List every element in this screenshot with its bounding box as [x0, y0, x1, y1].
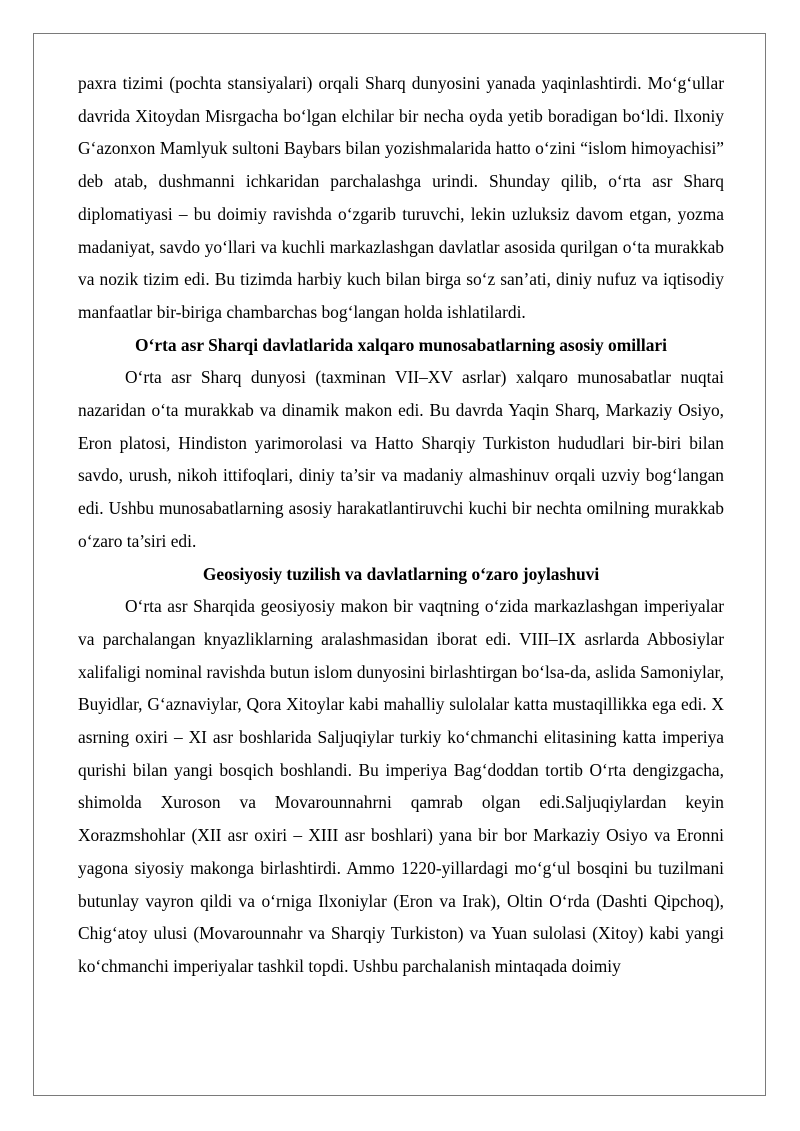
paragraph-intro: O‘rta asr Sharq dunyosi (taxminan VII–XV asrlar) xalqaro munosabatlar nuqtai nazaridan o‘ta murakkab va dinamik makon edi. Bu davrda Yaqin Sharq, Markaziy Osiyo, Eron platosi, Hindiston yarimorolasi va Hatto Sharqiy Turkiston hududlari bir-biri bilan savdo, urush, nikoh ittifoqlari, diniy ta’sir va madaniy almashinuv orqali uzviy bog‘langan edi. Ushbu munosabatlarning asosiy harakatlantiruvchi kuchi bir nechta omilning murakkab o‘zaro ta’siri edi.	[78, 367, 724, 551]
paragraph-geopolitics: O‘rta asr Sharqida geosiyosiy makon bir vaqtning o‘zida markazlashgan imperiyalar va parchalangan knyazliklarning aralashmasidan iborat edi. VIII–IX asrlarda Abbosiylar xalifaligi nominal ravishda butun islom dunyosini birlashtirgan bo‘lsa-da, aslida Samoniylar, Buyidlar, G‘aznaviylar, Qora Xitoylar kabi mahalliy sulolalar katta mustaqillikka ega edi. X asrning oxiri – XI asr boshlarida Saljuqiylar turkiy ko‘chmanchi elitasining katta imperiya qurishi bilan yangi bosqich boshlandi. Bu imperiya Bag‘doddan tortib O‘rta dengizgacha, shimolda Xuroson va Movarounnahrni qamrab olgan edi.Saljuqiylardan keyin Xorazmshohlar (XII asr oxiri – XIII asr boshlari) yana bir bor Markaziy Osiyo va Eronni yagona siyosiy makonga birlashtirdi. Ammo 1220-yillardagi mo‘g‘ul bosqini bu tuzilmani butunlay vayron qildi va o‘rniga Ilxoniylar (Eron va Irak), Oltin O‘rda (Dashti Qipchoq), Chig‘atoy ulusi (Movarounnahr va Sharqiy Turkiston) va Yuan sulolasi (Xitoy) kabi yangi ko‘chmanchi imperiyalar tashkil topdi. Ushbu parchalanish mintaqada doimiy	[78, 596, 724, 976]
section-heading-geopolitics: Geosiyosiy tuzilish va davlatlarning o‘zaro joylashuvi	[202, 563, 600, 584]
paragraph-continuation: paxra tizimi (pochta stansiyalari) orqali Sharq dunyosini yanada yaqinlashtirdi. Mo‘g‘ullar davrida Xitoydan Misrgacha bo‘lgan elchilar bir necha oyda yetib boradigan bo‘ldi. Ilxoniy G‘azonxon Mamlyuk sultoni Baybars bilan yozishmalarida hatto o‘zini “islom himoyachisi” deb atab, dushmanni ichkaridan parchalashga urindi. Shunday qilib, o‘rta asr Sharq diplomatiyasi – bu doimiy ravishda o‘zgarib turuvchi, lekin uzluksiz davom etgan, yozma madaniyat, savdo yo‘llari va kuchli markazlashgan davlatlar asosida qurilgan o‘ta murakkab va nozik tizim edi. Bu tizimda harbiy kuch bilan birga so‘z san’ati, diniy nufuz va iqtisodiy manfaatlar bir-biriga chambarchas bog‘langan holda ishlatilardi.	[78, 73, 724, 322]
document-body	[78, 67, 724, 983]
section-heading-main-factors: O‘rta asr Sharqi davlatlarida xalqaro munosabatlarning asosiy omillari	[135, 334, 667, 355]
